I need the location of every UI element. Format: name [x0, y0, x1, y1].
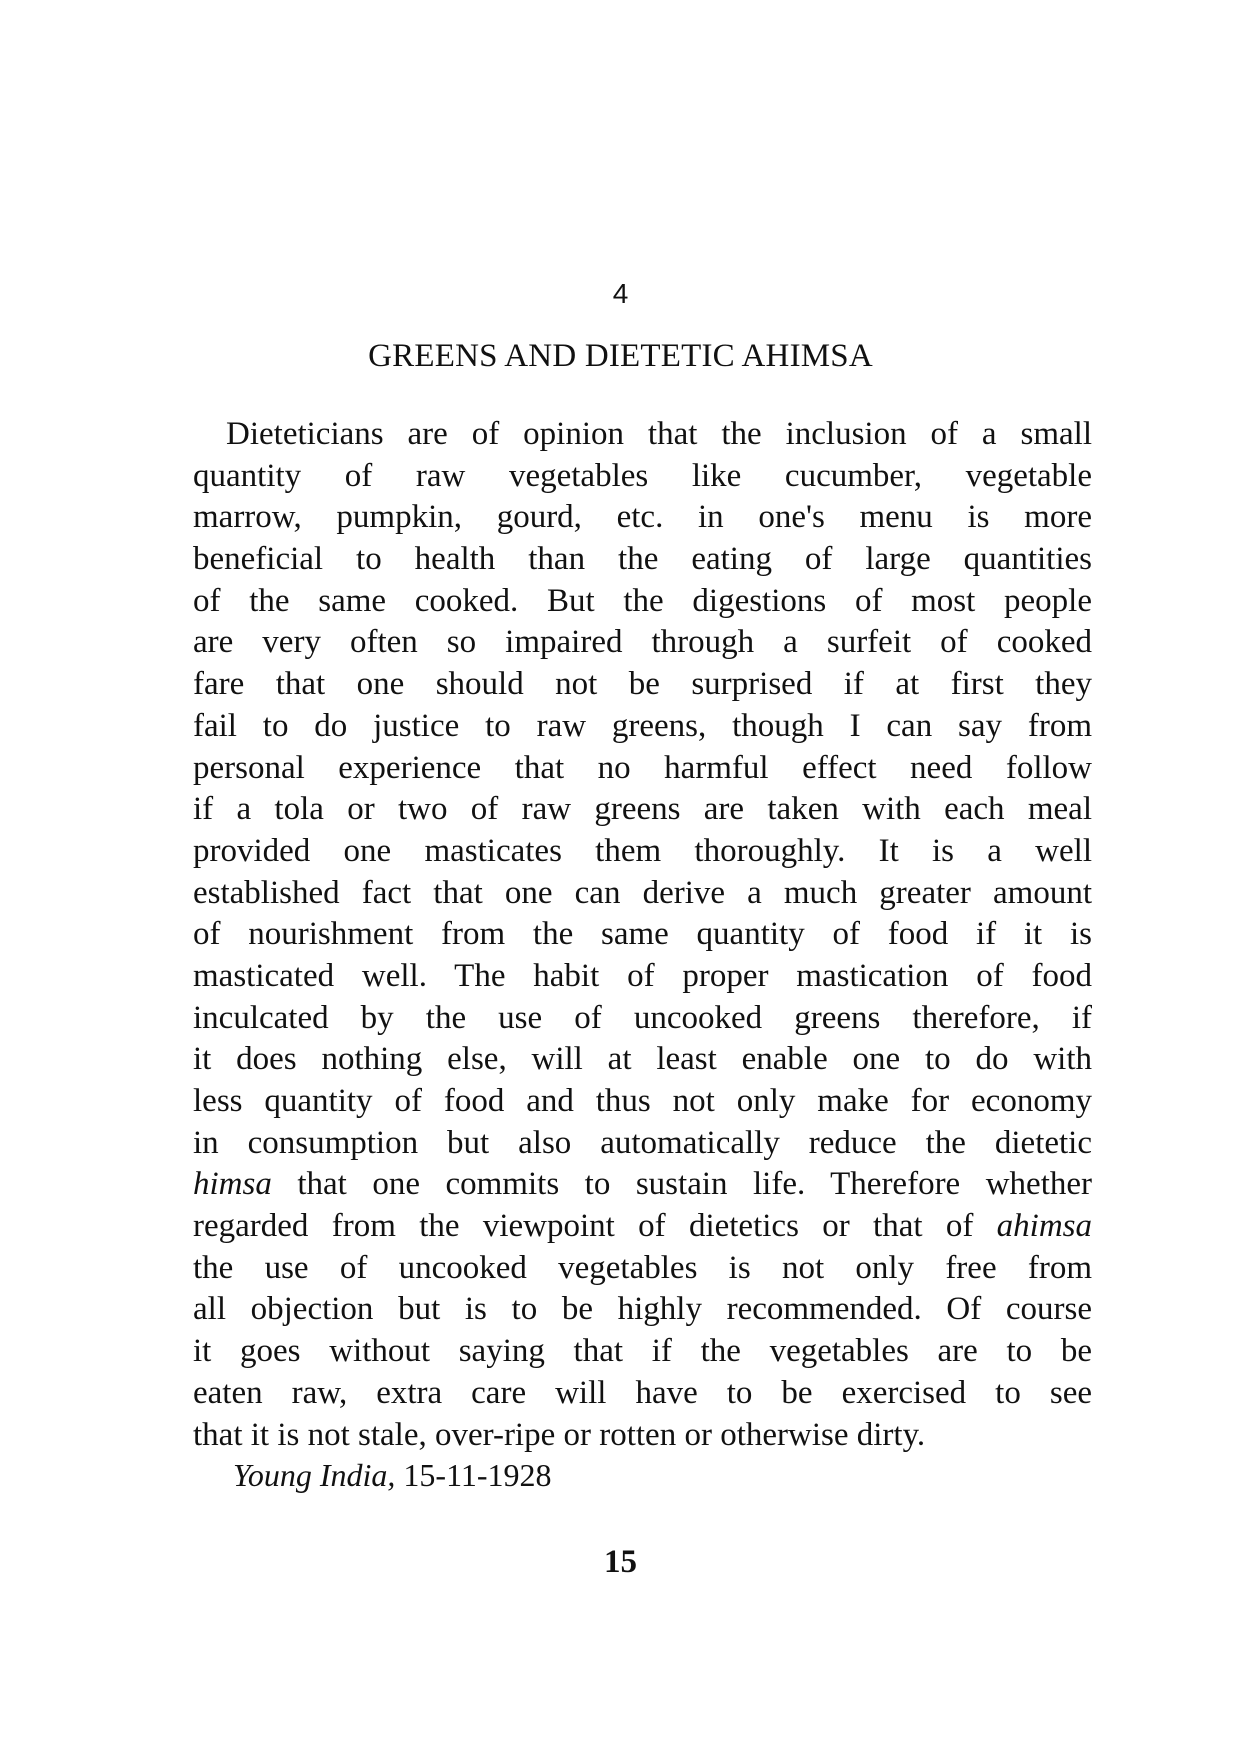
body-line: marrow, pumpkin, gourd, etc. in one's menu is more [193, 499, 1092, 536]
body-line: fail to do justice to raw greens, though I can say from [193, 707, 1092, 744]
body-line-mixed [193, 1206, 1092, 1248]
body-line: inculcated by the use of uncooked greens therefore, if [193, 999, 1092, 1036]
body-line: Dieteticians are of opinion that the inclusion of a small [226, 416, 1092, 452]
body-line: fare that one should not be surprised if at first they [193, 666, 1092, 703]
page-number: 15 [604, 1544, 637, 1580]
body-line: personal experience that no harmful effect need follow [193, 749, 1092, 786]
italic-term-ahimsa: ahimsa [996, 1208, 1092, 1245]
body-line-mixed [193, 1164, 1092, 1206]
chapter-number: 4 [612, 278, 629, 309]
body-line: provided one masticates them thoroughly. It is a well [193, 832, 1092, 869]
citation-date: 15-11-1928 [395, 1457, 552, 1493]
body-line: established fact that one can derive a much greater amount [193, 874, 1092, 911]
citation [233, 1455, 552, 1495]
body-line: it goes without saying that if the vegetables are to be [193, 1333, 1092, 1370]
body-line: in consumption but also automatically reduce the dietetic [193, 1124, 1092, 1161]
body-line: of the same cooked. But the digestions of most people [193, 582, 1092, 619]
body-line: beneficial to health than the eating of large quantities [193, 541, 1092, 578]
body-line: it does nothing else, will at least enable one to do with [193, 1041, 1092, 1078]
body-line: are very often so impaired through a surfeit of cooked [193, 624, 1092, 661]
body-line: masticated well. The habit of proper mastication of food [193, 957, 1092, 994]
body-line: that it is not stale, over-ripe or rotten or otherwise dirty. [193, 1416, 926, 1453]
body-line-text: regarded from the viewpoint of dietetics or that of [193, 1208, 997, 1245]
body-paragraph [193, 414, 1092, 1456]
body-line: quantity of raw vegetables like cucumber, vegetable [193, 457, 1092, 494]
citation-source: Young India, [233, 1457, 396, 1493]
body-line-text: that one commits to sustain life. Therefore whether [271, 1166, 1092, 1203]
body-line: if a tola or two of raw greens are taken with each meal [193, 791, 1092, 828]
body-line: of nourishment from the same quantity of food if it is [193, 916, 1092, 953]
italic-term-himsa: himsa [193, 1166, 272, 1203]
body-line: the use of uncooked vegetables is not only free from [193, 1249, 1092, 1286]
body-line: all objection but is to be highly recommended. Of course [193, 1291, 1092, 1328]
body-line: eaten raw, extra care will have to be exercised to see [193, 1374, 1092, 1411]
chapter-title: GREENS AND DIETETIC AHIMSA [368, 338, 873, 374]
body-line: less quantity of food and thus not only make for economy [193, 1083, 1092, 1119]
